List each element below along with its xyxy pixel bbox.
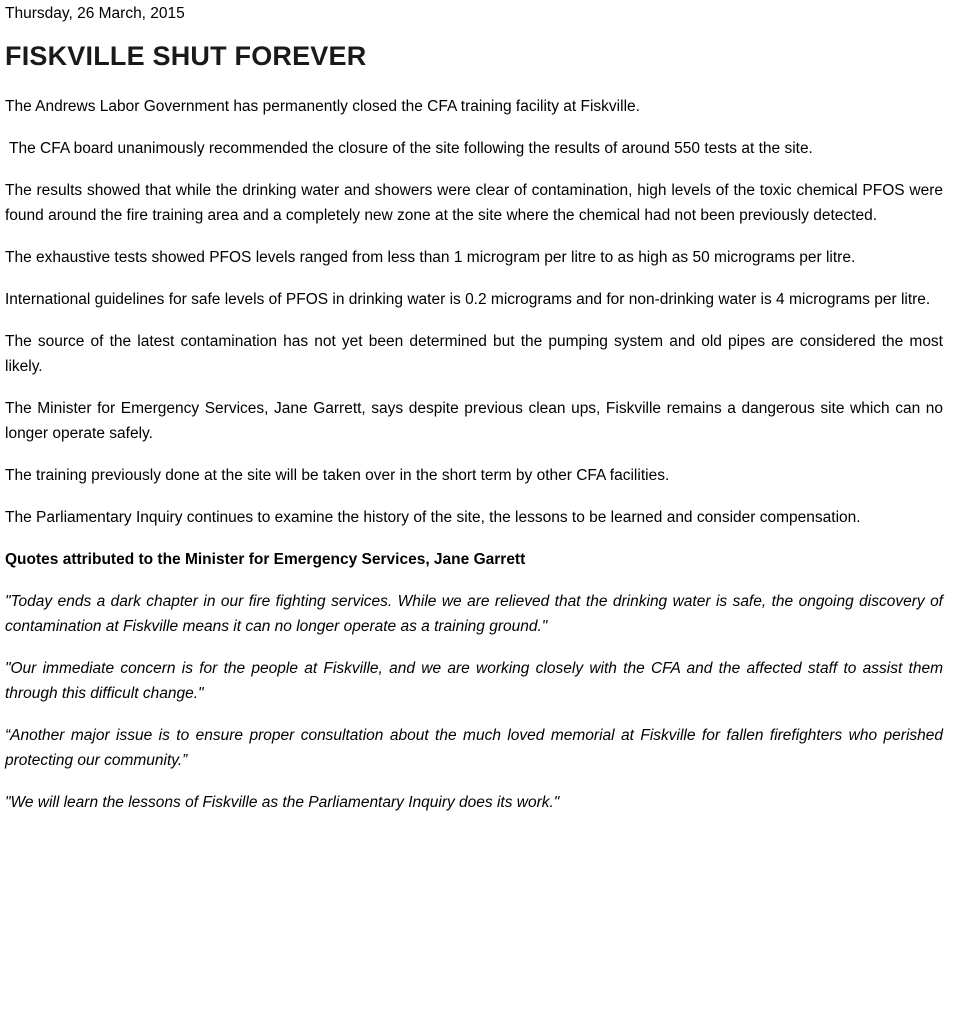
- quote-lessons: "We will learn the lessons of Fiskville as the Parliamentary Inquiry does its work.": [5, 794, 560, 811]
- paragraph-test-results: The results showed that while the drinking water and showers were clear of contamination, high levels of the toxic chemical PFOS were found around the fire training area and a completely new zone at the site where the chemical had not been previously detected.: [5, 182, 943, 224]
- quote-dark-chapter: "Today ends a dark chapter in our fire fighting services. While we are relieved that the drinking water is safe, the ongoing discovery of contamination at Fiskville means it can no longer operate as a training ground.": [5, 593, 943, 635]
- paragraph-lead: The Andrews Labor Government has permanently closed the CFA training facility at Fiskville.: [5, 98, 640, 115]
- quote-immediate-concern: "Our immediate concern is for the people at Fiskville, and we are working closely with the CFA and the affected staff to assist them through this difficult change.": [5, 660, 943, 702]
- document-title: FISKVILLE SHUT FOREVER: [5, 41, 367, 71]
- paragraph-parliamentary-inquiry: The Parliamentary Inquiry continues to examine the history of the site, the lessons to be learned and consider compensation.: [5, 509, 861, 526]
- paragraph-pfos-levels: The exhaustive tests showed PFOS levels ranged from less than 1 microgram per litre to as high as 50 micrograms per litre.: [5, 249, 856, 266]
- document-date: Thursday, 26 March, 2015: [5, 5, 185, 22]
- paragraph-contamination-source: The source of the latest contamination has not yet been determined but the pumping system and old pipes are considered the most likely.: [5, 333, 943, 375]
- quotes-heading: Quotes attributed to the Minister for Emergency Services, Jane Garrett: [5, 551, 526, 568]
- paragraph-minister-statement: The Minister for Emergency Services, Jane Garrett, says despite previous clean ups, Fiskville remains a dangerous site which can no longer operate safely.: [5, 400, 943, 442]
- paragraph-training-transfer: The training previously done at the site will be taken over in the short term by other CFA facilities.: [5, 467, 670, 484]
- paragraph-guidelines: International guidelines for safe levels of PFOS in drinking water is 0.2 micrograms and for non-drinking water is 4 micrograms per litre.: [5, 291, 931, 308]
- paragraph-cfa-board: The CFA board unanimously recommended the closure of the site following the results of around 550 tests at the site.: [9, 140, 813, 157]
- quote-memorial-consultation: “Another major issue is to ensure proper consultation about the much loved memorial at Fiskville for fallen firefighters who perished protecting our community.”: [5, 727, 943, 769]
